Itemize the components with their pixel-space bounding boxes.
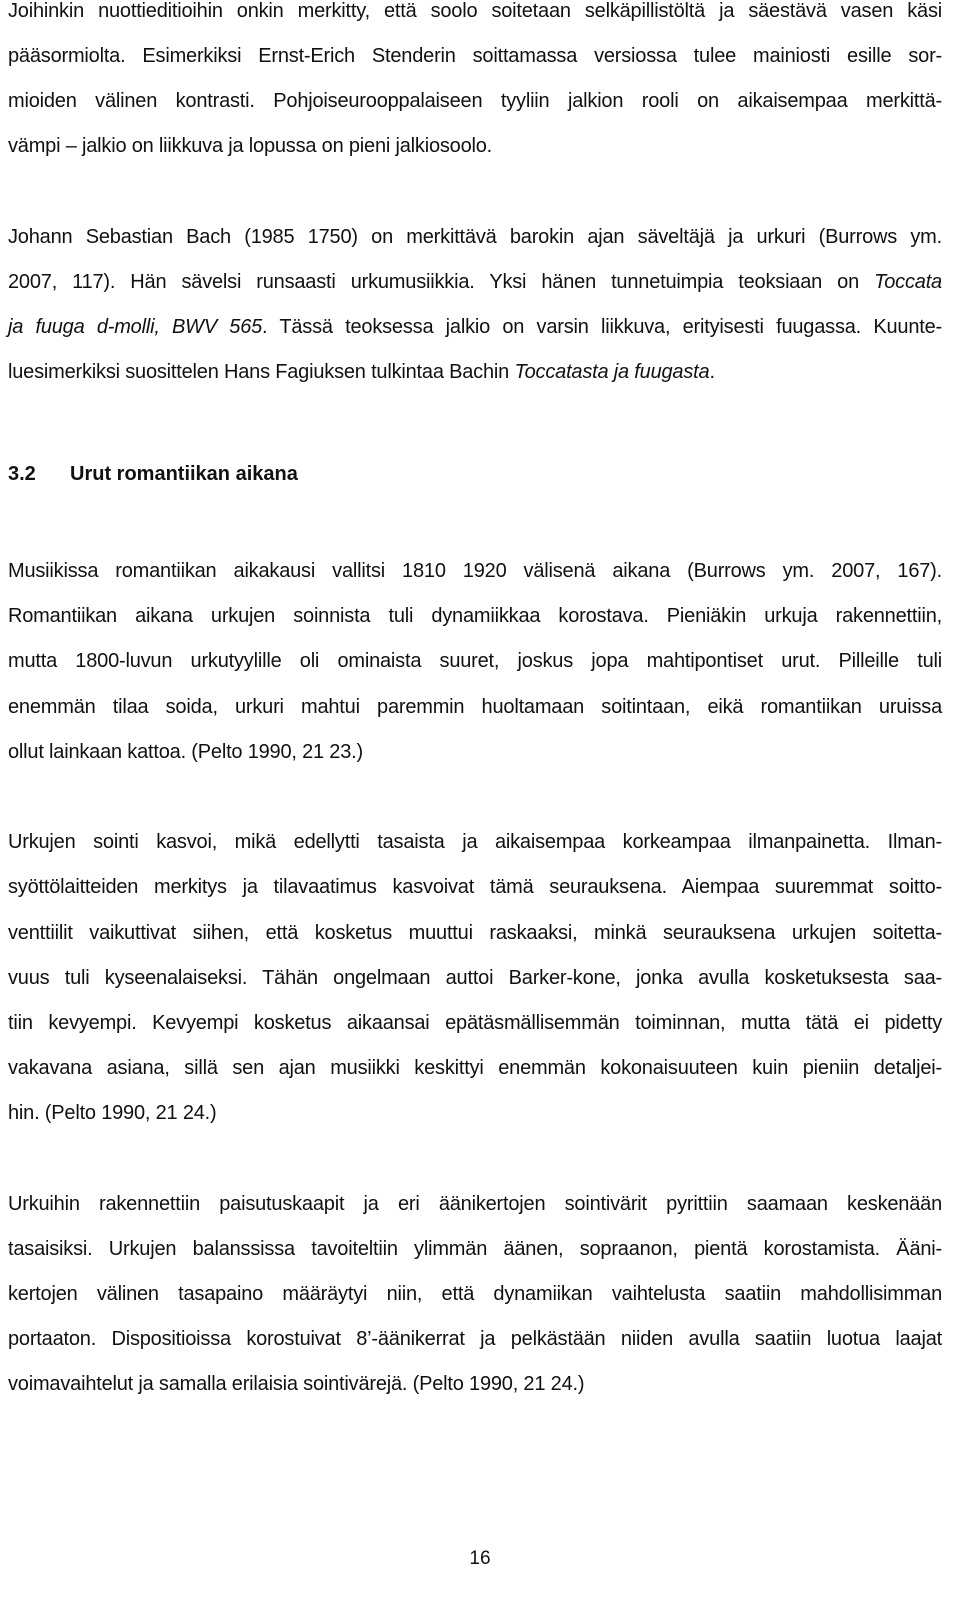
- paragraph-line: Johann Sebastian Bach (1985 1750) on merkittävä barokin ajan säveltäjä ja urkuri (Burrows ym.: [8, 226, 942, 248]
- page-number: 16: [469, 1548, 491, 1569]
- paragraph-line: vämpi – jalkio on liikkuva ja lopussa on pieni jalkiosoolo.: [8, 135, 493, 157]
- section-heading: [8, 459, 298, 489]
- paragraph-line: venttiilit vaikuttivat siihen, että kosketus muuttui raskaaksi, minkä seurauksena urkujen soitetta-: [8, 922, 942, 944]
- text-run: .: [709, 361, 715, 383]
- work-title: Toccata: [874, 271, 942, 293]
- section-number: 3.2: [8, 463, 36, 485]
- work-title: ja fuuga d-molli, BWV 565: [8, 316, 263, 338]
- paragraph-line: pääsormiolta. Esimerkiksi Ernst-Erich Stenderin soittamassa versiossa tulee mainiosti esille sor-: [8, 45, 942, 67]
- paragraph-line: enemmän tilaa soida, urkuri mahtui paremmin huoltamaan soitintaan, eikä romantiikan uruissa: [8, 696, 942, 718]
- paragraph-line: mutta 1800-luvun urkutyylille oli ominaista suuret, joskus jopa mahtipontiset urut. Pilleille tuli: [8, 650, 942, 672]
- text-run: luesimerkiksi suosittelen Hans Fagiuksen tulkintaa Bachin: [8, 361, 515, 383]
- paragraph-line: tasaisiksi. Urkujen balanssissa tavoiteltiin ylimmän äänen, sopraanon, pientä korostamista. Ääni-: [8, 1238, 942, 1260]
- paragraph-line: [8, 357, 715, 387]
- paragraph-line: Urkujen sointi kasvoi, mikä edellytti tasaista ja aikaisempaa korkeampaa ilmanpainetta. Ilman-: [8, 831, 942, 853]
- paragraph-line: Joihinkin nuottieditioihin onkin merkitty, että soolo soitetaan selkäpillistöltä ja säestävä vasen käsi: [8, 0, 942, 22]
- paragraph-line: voimavaihtelut ja samalla erilaisia sointivärejä. (Pelto 1990, 21 24.): [8, 1373, 585, 1395]
- paragraph-line: portaaton. Dispositioissa korostuivat 8’-äänikerrat ja pelkästään niiden avulla saatiin luotua laajat: [8, 1328, 942, 1350]
- paragraph-line: [8, 267, 942, 297]
- section-title: Urut romantiikan aikana: [70, 463, 298, 485]
- text-run: . Tässä teoksessa jalkio on varsin liikkuva, erityisesti fuugassa. Kuunte-: [262, 316, 942, 338]
- paragraph-line: Urkuihin rakennettiin paisutuskaapit ja eri äänikertojen sointivärit pyrittiin saamaan keskenään: [8, 1193, 942, 1215]
- paragraph-line: hin. (Pelto 1990, 21 24.): [8, 1102, 217, 1124]
- work-title: Toccatasta ja fuugasta: [514, 361, 710, 383]
- text-run: 2007, 117). Hän sävelsi runsaasti urkumusiikkia. Yksi hänen tunnetuimpia teoksiaan on: [8, 271, 875, 293]
- paragraph-line: ollut lainkaan kattoa. (Pelto 1990, 21 23.): [8, 741, 363, 763]
- paragraph-line: [8, 312, 942, 342]
- paragraph-line: kertojen välinen tasapaino määräytyi niin, että dynamiikan vaihtelusta saatiin mahdollisimman: [8, 1283, 942, 1305]
- paragraph-line: Romantiikan aikana urkujen soinnista tuli dynamiikkaa korostava. Pieniäkin urkuja rakennettiin,: [8, 605, 942, 627]
- paragraph-line: Musiikissa romantiikan aikakausi vallitsi 1810 1920 välisenä aikana (Burrows ym. 2007, 167).: [8, 560, 942, 582]
- paragraph-line: tiin kevyempi. Kevyempi kosketus aikaansai epätäsmällisemmän toiminnan, mutta tätä ei pidetty: [8, 1012, 942, 1034]
- paragraph-line: syöttölaitteiden merkitys ja tilavaatimus kasvoivat tämä seurauksena. Aiempaa suuremmat soitto-: [8, 876, 942, 898]
- paragraph-line: vuus tuli kyseenalaiseksi. Tähän ongelmaan auttoi Barker-kone, jonka avulla kosketuksesta saa-: [8, 967, 942, 989]
- paragraph-line: vakavana asiana, sillä sen ajan musiikki keskittyi enemmän kokonaisuuteen kuin pieniin detaljei-: [8, 1057, 942, 1079]
- paragraph-line: mioiden välinen kontrasti. Pohjoiseurooppalaiseen tyyliin jalkion rooli on aikaisempaa merkittä-: [8, 90, 942, 112]
